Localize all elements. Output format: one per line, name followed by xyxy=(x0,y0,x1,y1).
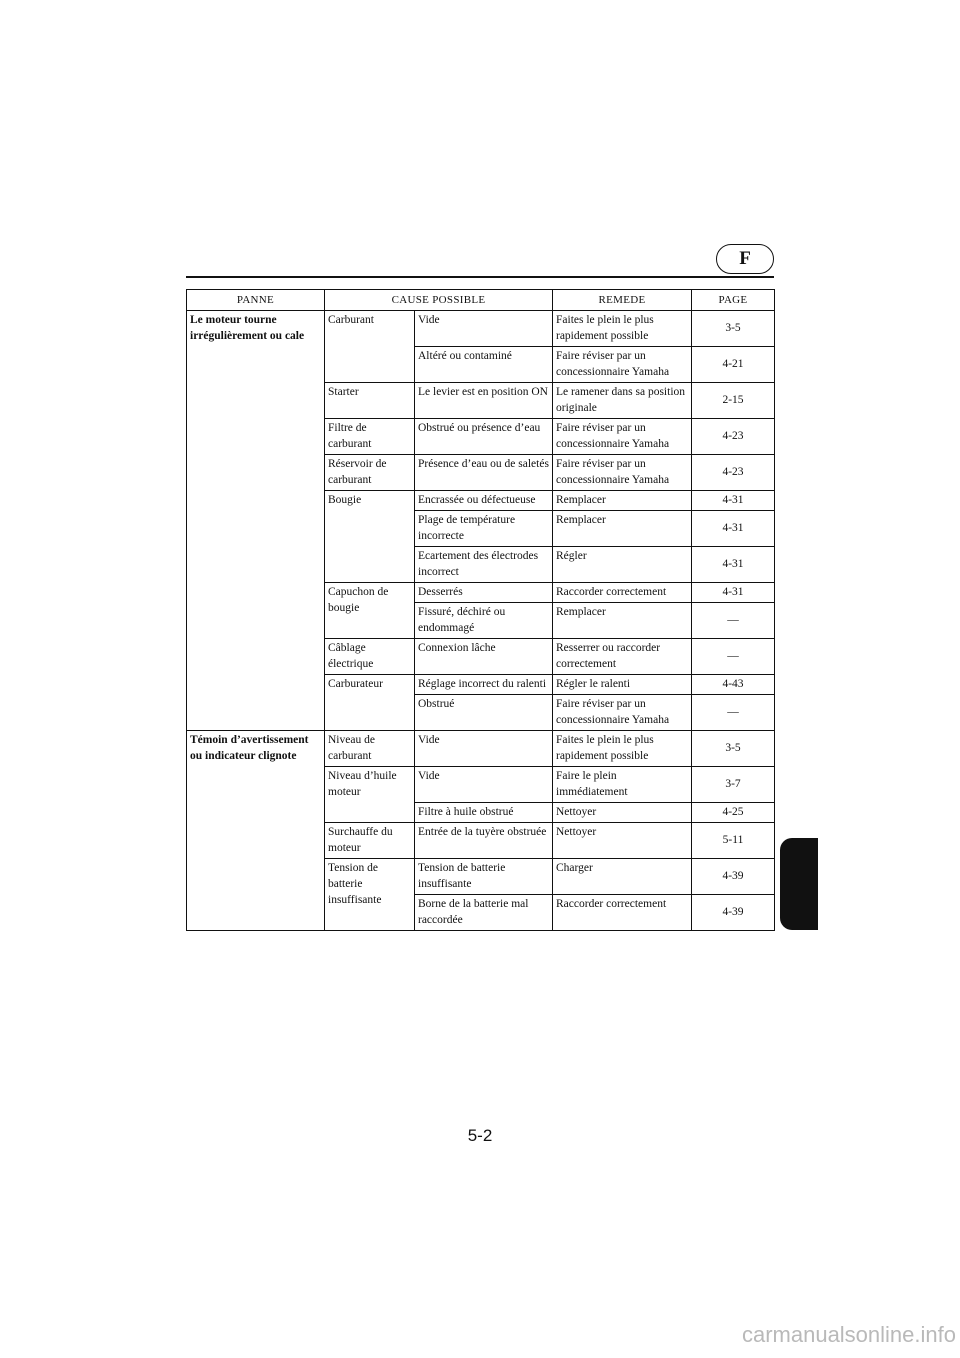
column-header-remede: REMEDE xyxy=(553,290,692,311)
page-cell: — xyxy=(692,639,775,675)
cause-cell: Carburateur xyxy=(325,675,415,731)
detail-cell: Obstrué xyxy=(415,695,553,731)
column-header-cause: CAUSE POSSIBLE xyxy=(325,290,553,311)
page-cell: 4-23 xyxy=(692,455,775,491)
detail-cell: Plage de température incorrecte xyxy=(415,511,553,547)
remede-cell: Remplacer xyxy=(553,491,692,511)
footer-watermark: carmanualsonline.info xyxy=(741,1322,956,1347)
remede-cell: Régler xyxy=(553,547,692,583)
page-cell: 4-31 xyxy=(692,547,775,583)
detail-cell: Le levier est en position ON xyxy=(415,383,553,419)
page-cell: 3-5 xyxy=(692,731,775,767)
page-cell: 2-15 xyxy=(692,383,775,419)
remede-cell: Régler le ralenti xyxy=(553,675,692,695)
page-cell: 4-31 xyxy=(692,491,775,511)
remede-cell: Faire réviser par un concessionnaire Yamaha xyxy=(553,347,692,383)
remede-cell: Resserrer ou raccorder correctement xyxy=(553,639,692,675)
detail-cell: Tension de batterie insuffisante xyxy=(415,859,553,895)
remede-cell: Remplacer xyxy=(553,511,692,547)
detail-cell: Entrée de la tuyère obstruée xyxy=(415,823,553,859)
detail-cell: Fissuré, déchiré ou endommagé xyxy=(415,603,553,639)
page-cell: 3-5 xyxy=(692,311,775,347)
remede-cell: Raccorder correctement xyxy=(553,583,692,603)
remede-cell: Nettoyer xyxy=(553,803,692,823)
remede-cell: Faire réviser par un concessionnaire Yamaha xyxy=(553,455,692,491)
remede-cell: Faites le plein le plus rapidement possible xyxy=(553,311,692,347)
remede-cell: Nettoyer xyxy=(553,823,692,859)
page-cell: — xyxy=(692,695,775,731)
table-header-row xyxy=(187,290,775,311)
cause-cell: Starter xyxy=(325,383,415,419)
remede-cell: Charger xyxy=(553,859,692,895)
language-badge xyxy=(716,244,774,274)
detail-cell: Vide xyxy=(415,311,553,347)
panne-cell: Témoin d’avertissement ou indicateur clignote xyxy=(187,731,325,931)
detail-cell: Obstrué ou présence d’eau xyxy=(415,419,553,455)
remede-cell: Faire le plein immédiatement xyxy=(553,767,692,803)
panne-cell: Le moteur tourne irrégulièrement ou cale xyxy=(187,311,325,731)
cause-cell: Niveau d’huile moteur xyxy=(325,767,415,823)
page-cell: 4-21 xyxy=(692,347,775,383)
detail-cell: Desserrés xyxy=(415,583,553,603)
cause-cell: Surchauffe du moteur xyxy=(325,823,415,859)
detail-cell: Altéré ou contaminé xyxy=(415,347,553,383)
page-cell: 4-31 xyxy=(692,511,775,547)
table-row xyxy=(187,731,775,767)
page-cell: 4-39 xyxy=(692,859,775,895)
page-number: 5-2 xyxy=(467,1126,493,1145)
cause-cell: Tension de batterie insuffisante xyxy=(325,859,415,931)
cause-cell: Réservoir de carburant xyxy=(325,455,415,491)
remede-cell: Faire réviser par un concessionnaire Yamaha xyxy=(553,419,692,455)
page-cell: 4-43 xyxy=(692,675,775,695)
remede-cell: Remplacer xyxy=(553,603,692,639)
page-cell: 5-11 xyxy=(692,823,775,859)
cause-cell: Bougie xyxy=(325,491,415,583)
remede-cell: Faire réviser par un concessionnaire Yamaha xyxy=(553,695,692,731)
detail-cell: Filtre à huile obstrué xyxy=(415,803,553,823)
page-cell: 3-7 xyxy=(692,767,775,803)
remede-cell: Raccorder correctement xyxy=(553,895,692,931)
header-rule xyxy=(186,276,774,278)
cause-cell: Capuchon de bougie xyxy=(325,583,415,639)
detail-cell: Borne de la batterie mal raccordée xyxy=(415,895,553,931)
cause-cell: Carburant xyxy=(325,311,415,383)
table-row xyxy=(187,311,775,347)
column-header-panne: PANNE xyxy=(187,290,325,311)
column-header-page: PAGE xyxy=(692,290,775,311)
detail-cell: Connexion lâche xyxy=(415,639,553,675)
troubleshooting-table xyxy=(186,289,775,931)
detail-cell: Présence d’eau ou de saletés xyxy=(415,455,553,491)
remede-cell: Le ramener dans sa position originale xyxy=(553,383,692,419)
detail-cell: Ecartement des électrodes incorrect xyxy=(415,547,553,583)
page-cell: 4-39 xyxy=(692,895,775,931)
cause-cell: Câblage électrique xyxy=(325,639,415,675)
page-cell: — xyxy=(692,603,775,639)
page-cell: 4-25 xyxy=(692,803,775,823)
detail-cell: Réglage incorrect du ralenti xyxy=(415,675,553,695)
language-label: F xyxy=(739,248,751,269)
page-cell: 4-23 xyxy=(692,419,775,455)
chapter-tab xyxy=(780,838,818,930)
cause-cell: Niveau de carburant xyxy=(325,731,415,767)
remede-cell: Faites le plein le plus rapidement possible xyxy=(553,731,692,767)
detail-cell: Vide xyxy=(415,767,553,803)
detail-cell: Encrassée ou défectueuse xyxy=(415,491,553,511)
page-cell: 4-31 xyxy=(692,583,775,603)
cause-cell: Filtre de carburant xyxy=(325,419,415,455)
detail-cell: Vide xyxy=(415,731,553,767)
